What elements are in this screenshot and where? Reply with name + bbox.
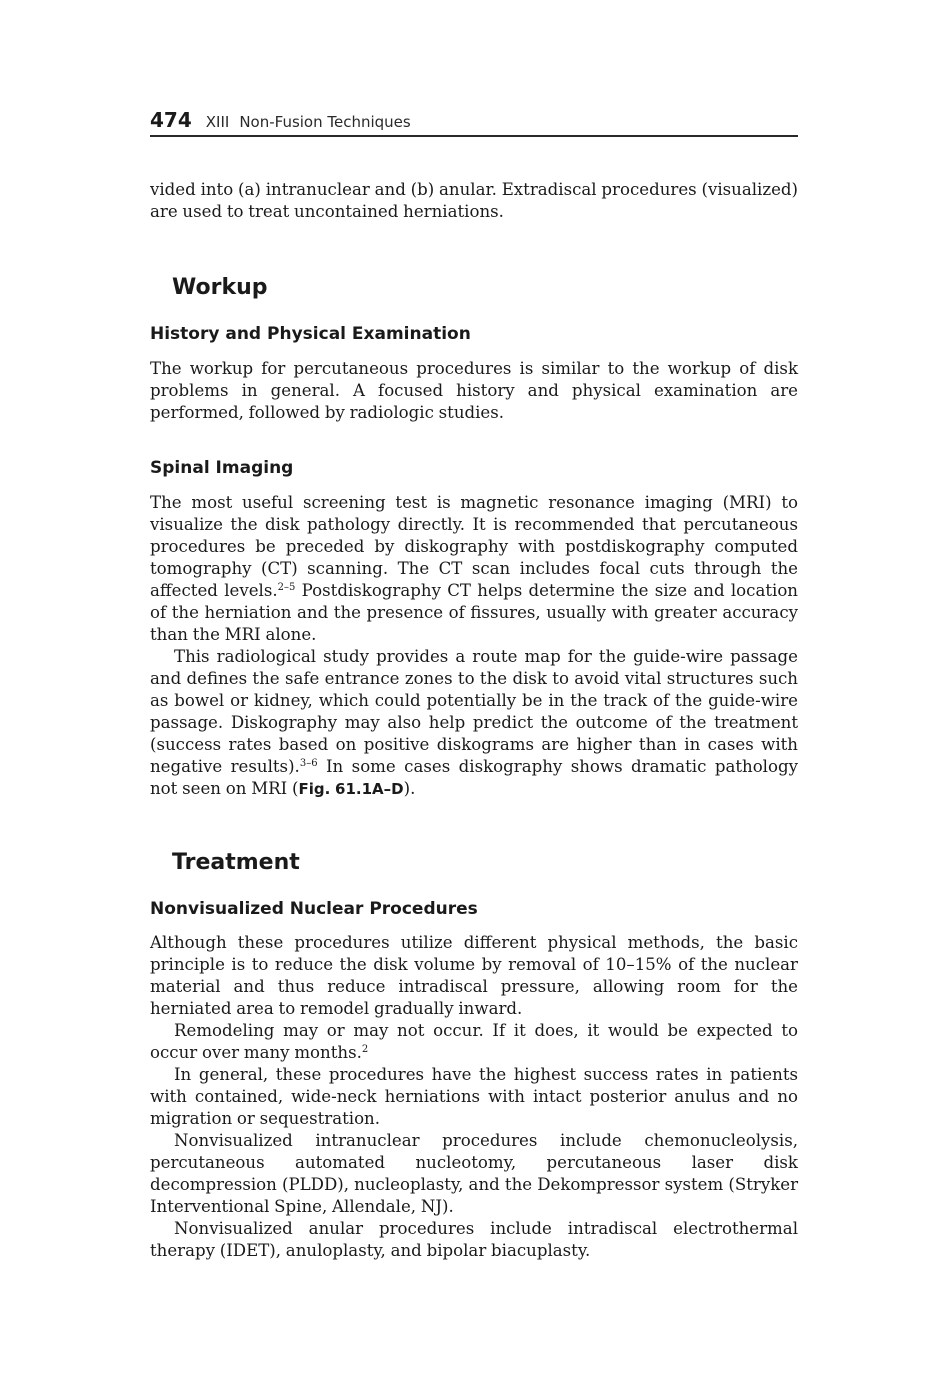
treatment-paragraph-4: Nonvisualized intranuclear procedures include chemonucleolysis, percutaneous automated nucleotomy, percutaneous laser disk decompression (PLDD), nucleoplasty, and the Dekompressor system (Stryker Interventional Spine, Allendale, NJ).: [150, 1131, 798, 1216]
part-number: XIII: [205, 113, 230, 131]
citation-ref: 3–6: [299, 758, 318, 769]
citation-ref: 2–5: [277, 582, 296, 593]
section-heading-treatment: Treatment: [172, 850, 300, 875]
treatment-p2-text: Remodeling may or may not occur. If it does, it would be expected to occur over many months.: [150, 1021, 798, 1062]
imaging-p2-text-c: ).: [403, 779, 416, 798]
page-number: 474: [150, 108, 192, 132]
treatment-paragraph-5: Nonvisualized anular procedures include intradiscal electrothermal therapy (IDET), anuloplasty, and bipolar biacuplasty.: [150, 1219, 798, 1260]
figure-reference: Fig. 61.1A–D: [298, 780, 404, 798]
treatment-paragraph-2: [150, 1020, 798, 1064]
subheading-spinal-imaging: Spinal Imaging: [150, 458, 294, 478]
imaging-p1-text-b: Postdiskography CT helps determine the size and location of the herniation and the presence of fissures, usually with greater accuracy than the MRI alone.: [150, 581, 798, 644]
treatment-paragraph-1: Although these procedures utilize different physical methods, the basic principle is to reduce the disk volume by removal of 10–15% of the nuclear material and thus reduce intradiscal pressure, allowing room for the herniated area to remodel gradually inward.: [150, 933, 798, 1018]
subheading-history: History and Physical Examination: [150, 324, 471, 344]
chapter-part-title: Non-Fusion Techniques: [239, 113, 411, 131]
section-heading-workup: Workup: [172, 275, 268, 300]
imaging-p2-text-a: This radiological study provides a route map for the guide-wire passage and defines the safe entrance zones to the disk to avoid vital structures such as bowel or kidney, which could potentially be in the track of the guide-wire passage. Diskography may also help predict the outcome of the treatment (success rates based on positive diskograms are higher than in cases with negative results).: [150, 647, 798, 776]
running-head: [150, 108, 798, 137]
imaging-p2-text-b: In some cases diskography shows dramatic pathology not seen on MRI (: [150, 757, 798, 798]
running-title: [206, 113, 411, 131]
treatment-paragraph-3: In general, these procedures have the highest success rates in patients with contained, wide-neck herniations with intact posterior anulus and no migration or sequestration.: [150, 1065, 798, 1128]
imaging-paragraph-2: [150, 646, 798, 800]
imaging-p1-text-a: The most useful screening test is magnetic resonance imaging (MRI) to visualize the disk pathology directly. It is recommended that percutaneous procedures be preceded by diskography with postdiskography computed tomography (CT) scanning. The CT scan includes focal cuts through the affected levels.: [150, 493, 798, 600]
citation-ref: 2: [361, 1044, 369, 1055]
subheading-nonvisualized: Nonvisualized Nuclear Procedures: [150, 899, 478, 919]
imaging-paragraph-1: [150, 492, 798, 646]
book-page: [150, 108, 798, 1262]
opening-paragraph: vided into (a) intranuclear and (b) anular. Extradiscal procedures (visualized) are used to treat uncontained herniations.: [150, 180, 798, 221]
history-paragraph: The workup for percutaneous procedures is similar to the workup of disk problems in general. A focused history and physical examination are performed, followed by radiologic studies.: [150, 359, 798, 422]
